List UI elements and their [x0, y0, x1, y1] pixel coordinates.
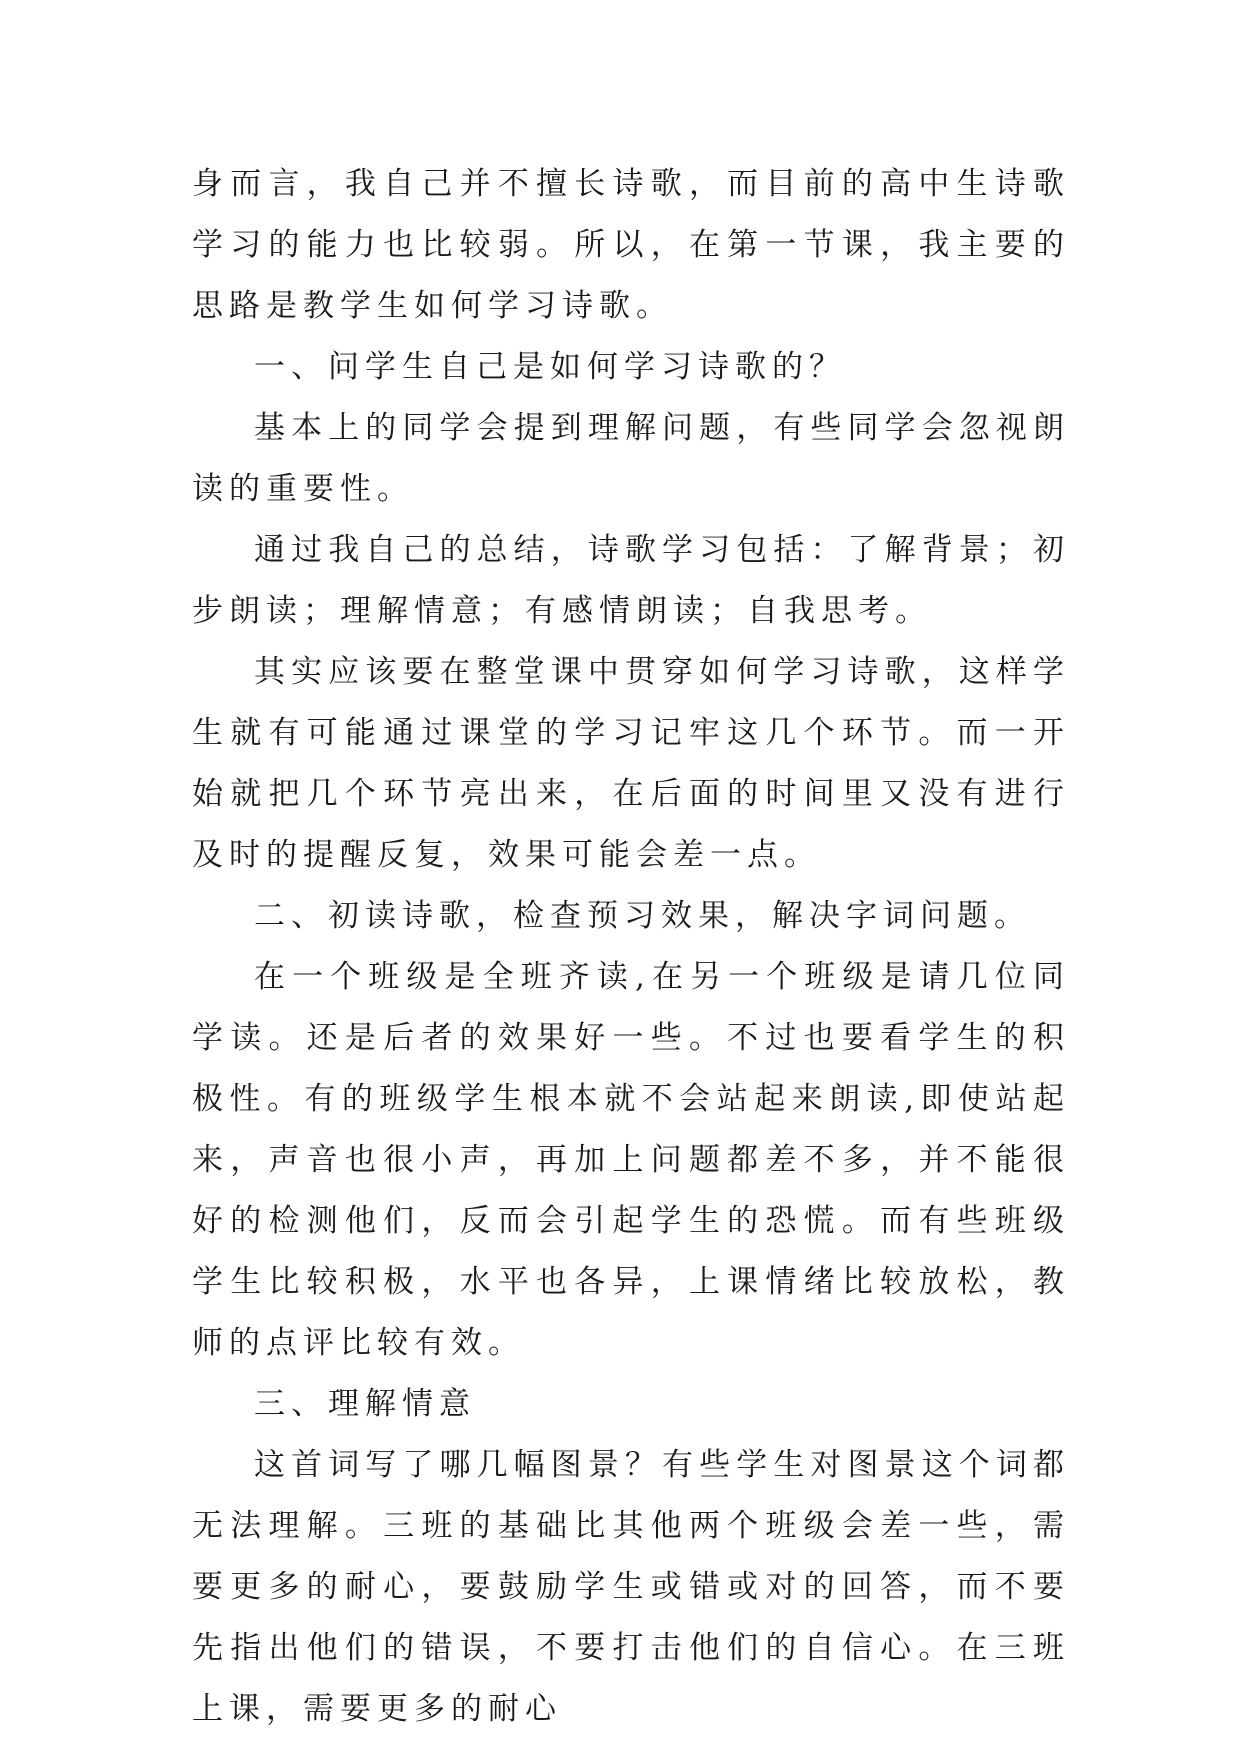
paragraph: 基本上的同学会提到理解问题，有些同学会忽视朗读的重要性。 — [192, 410, 1070, 507]
paragraph: 在一个班级是全班齐读,在另一个班级是请几位同学读。还是后者的效果好一些。不过也要看学生的积极性。有的班级学生根本就不会站起来朗读,即使站起来，声音也很小声，再加上问题都差不多，并不能很好的检测他们，反而会引起学生的恐慌。而有些班级学生比较积极，水平也各异，上课情绪比较放松，教师的点评比较有效。 — [192, 959, 1070, 1361]
section-heading-1: 一、问学生自己是如何学习诗歌的？ — [254, 349, 846, 385]
paragraph: 通过我自己的总结，诗歌学习包括：了解背景；初步朗读；理解情意；有感情朗读；自我思考。 — [192, 532, 1070, 629]
document-body — [192, 154, 1070, 1740]
section-heading-2: 二、初读诗歌，检查预习效果，解决字词问题。 — [254, 898, 1031, 934]
paragraph-continuation: 身而言，我自己并不擅长诗歌，而目前的高中生诗歌学习的能力也比较弱。所以，在第一节课，我主要的思路是教学生如何学习诗歌。 — [192, 166, 1070, 324]
section-heading-3: 三、理解情意 — [254, 1386, 476, 1422]
paragraph: 其实应该要在整堂课中贯穿如何学习诗歌，这样学生就有可能通过课堂的学习记牢这几个环节。而一开始就把几个环节亮出来，在后面的时间里又没有进行及时的提醒反复，效果可能会差一点。 — [192, 654, 1070, 873]
paragraph: 这首词写了哪几幅图景？有些学生对图景这个词都无法理解。三班的基础比其他两个班级会差一些，需要更多的耐心，要鼓励学生或错或对的回答，而不要先指出他们的错误，不要打击他们的自信心。在三班上课，需要更多的耐心 — [192, 1447, 1070, 1727]
